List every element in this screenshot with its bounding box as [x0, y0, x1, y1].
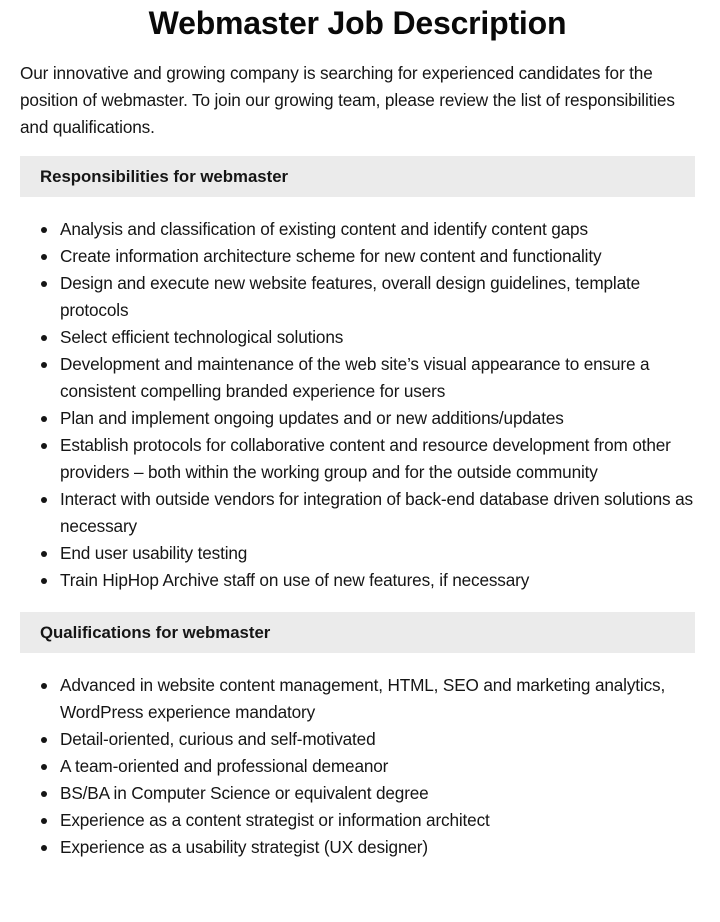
bullet-icon — [41, 416, 47, 422]
list-item — [20, 216, 695, 243]
bullet-icon — [41, 818, 47, 824]
bullet-icon — [41, 335, 47, 341]
bullet-icon — [41, 737, 47, 743]
bullet-icon — [41, 281, 47, 287]
bullet-icon — [41, 551, 47, 557]
bullet-icon — [41, 845, 47, 851]
list-item — [20, 270, 695, 324]
list-item-text: End user usability testing — [60, 543, 248, 563]
bullet-icon — [41, 227, 47, 233]
list-item-text: Interact with outside vendors for integration of back-end database driven solutions as necessary — [60, 489, 693, 536]
bullet-icon — [41, 683, 47, 689]
bullet-icon — [41, 578, 47, 584]
list-item — [20, 753, 695, 780]
qualifications-heading: Qualifications for webmaster — [20, 612, 695, 653]
bullet-icon — [41, 764, 47, 770]
list-item — [20, 672, 695, 726]
list-item — [20, 351, 695, 405]
page-title: Webmaster Job Description — [148, 5, 567, 41]
bullet-icon — [41, 497, 47, 503]
bullet-icon — [41, 443, 47, 449]
list-item — [20, 780, 695, 807]
list-item-text: Select efficient technological solutions — [60, 327, 344, 347]
list-item — [20, 834, 695, 861]
list-item-text: A team-oriented and professional demeanor — [60, 756, 389, 776]
qualifications-list — [20, 672, 695, 861]
list-item — [20, 324, 695, 351]
list-item — [20, 807, 695, 834]
list-item — [20, 405, 695, 432]
list-item — [20, 567, 695, 594]
list-item-text: Advanced in website content management, HTML, SEO and marketing analytics, WordPress experience mandatory — [60, 675, 666, 722]
bullet-icon — [41, 791, 47, 797]
list-item — [20, 243, 695, 270]
list-item — [20, 432, 695, 486]
list-item — [20, 726, 695, 753]
list-item-text: Experience as a content strategist or information architect — [60, 810, 490, 830]
list-item — [20, 486, 695, 540]
list-item-text: Experience as a usability strategist (UX designer) — [60, 837, 428, 857]
bullet-icon — [41, 362, 47, 368]
list-item-text: Analysis and classification of existing content and identify content gaps — [60, 219, 588, 239]
list-item-text: Design and execute new website features, overall design guidelines, template protocols — [60, 273, 641, 320]
list-item-text: BS/BA in Computer Science or equivalent degree — [60, 783, 429, 803]
list-item-text: Plan and implement ongoing updates and or new additions/updates — [60, 408, 564, 428]
list-item-text: Train HipHop Archive staff on use of new features, if necessary — [60, 570, 530, 590]
list-item-text: Establish protocols for collaborative content and resource development from other providers – both within the working group and for the outside community — [60, 435, 671, 482]
list-item-text: Detail-oriented, curious and self-motivated — [60, 729, 376, 749]
list-item — [20, 540, 695, 567]
bullet-icon — [41, 254, 47, 260]
responsibilities-list — [20, 216, 695, 594]
responsibilities-heading: Responsibilities for webmaster — [20, 156, 695, 197]
list-item-text: Create information architecture scheme for new content and functionality — [60, 246, 602, 266]
list-item-text: Development and maintenance of the web site’s visual appearance to ensure a consistent compelling branded experience for users — [60, 354, 650, 401]
intro-paragraph: Our innovative and growing company is searching for experienced candidates for the position of webmaster. To join our growing team, please review the list of responsibilities and qualifications. — [20, 63, 675, 137]
